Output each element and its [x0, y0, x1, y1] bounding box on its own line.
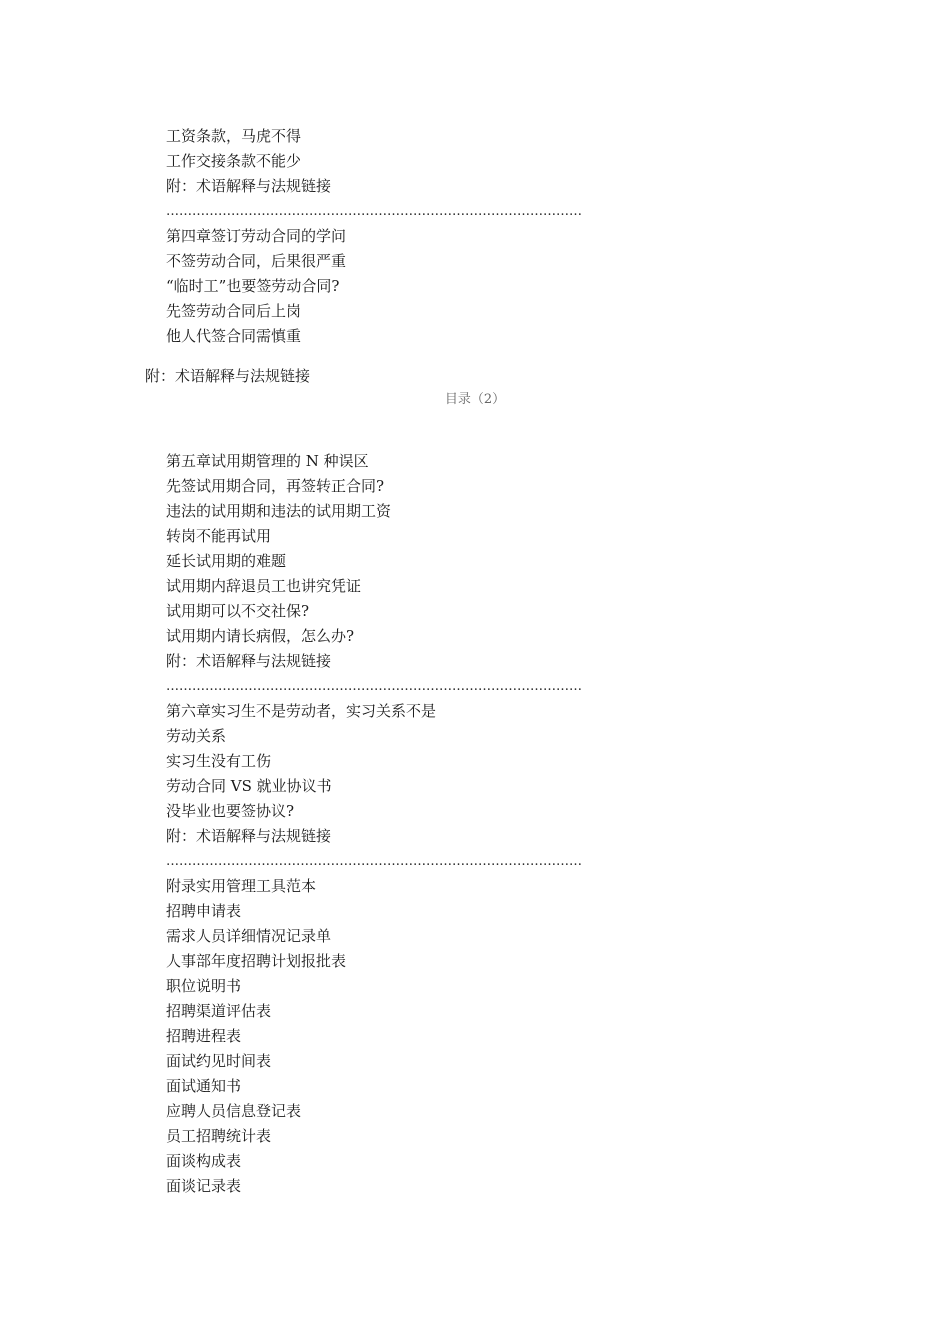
toc-line: 应聘人员信息登记表	[166, 1102, 302, 1120]
toc-line: 没毕业也要签协议?	[166, 802, 295, 820]
toc-line: 试用期内请长病假，怎么办?	[166, 627, 355, 645]
dotted-separator: ……………………………………………………………………………………	[166, 679, 582, 694]
toc-line: 员工招聘统计表	[166, 1127, 272, 1145]
toc-line: 实习生没有工伤	[166, 752, 272, 770]
toc-line: 工资条款，马虎不得	[166, 127, 302, 145]
toc-line: 不签劳动合同，后果很严重	[166, 252, 347, 270]
toc-line: 人事部年度招聘计划报批表	[166, 952, 347, 970]
toc-line: 试用期内辞退员工也讲究凭证	[166, 577, 362, 595]
toc-line: 招聘进程表	[166, 1027, 242, 1045]
toc-section-top	[166, 124, 626, 349]
toc-line: 面试通知书	[166, 1077, 242, 1095]
toc-line: 劳动合同 VS 就业协议书	[166, 777, 332, 795]
toc-line: 职位说明书	[166, 977, 242, 995]
toc-line: 转岗不能再试用	[166, 527, 272, 545]
dotted-separator: ……………………………………………………………………………………	[166, 204, 582, 219]
toc-line: 试用期可以不交社保?	[166, 602, 310, 620]
toc-line: 违法的试用期和违法的试用期工资	[166, 502, 392, 520]
toc-line: 延长试用期的难题	[166, 552, 287, 570]
chapter-heading: 第五章试用期管理的 N 种误区	[166, 452, 369, 470]
toc-caption: 目录（2）	[444, 392, 506, 407]
chapter-heading: 第六章实习生不是劳动者，实习关系不是	[166, 702, 437, 720]
toc-line: 招聘申请表	[166, 902, 242, 920]
toc-line: “临时工”也要签劳动合同?	[166, 277, 340, 295]
toc-line: 招聘渠道评估表	[166, 1002, 272, 1020]
toc-line: 需求人员详细情况记录单	[166, 927, 332, 945]
appendix-note: 附：术语解释与法规链接	[145, 367, 311, 385]
toc-line: 先签试用期合同，再签转正合同?	[166, 477, 385, 495]
chapter-heading: 附录实用管理工具范本	[166, 877, 317, 895]
toc-line: 面谈记录表	[166, 1177, 242, 1195]
toc-line: 附：术语解释与法规链接	[166, 177, 332, 195]
toc-line: 他人代签合同需慎重	[166, 327, 302, 345]
toc-line: 附：术语解释与法规链接	[166, 827, 332, 845]
toc-section-bottom	[166, 449, 626, 1199]
toc-line: 面试约见时间表	[166, 1052, 272, 1070]
toc-line: 劳动关系	[166, 727, 227, 745]
dotted-separator: ……………………………………………………………………………………	[166, 854, 582, 869]
chapter-heading: 第四章签订劳动合同的学问	[166, 227, 347, 245]
toc-line: 先签劳动合同后上岗	[166, 302, 302, 320]
toc-line: 工作交接条款不能少	[166, 152, 302, 170]
toc-line: 附：术语解释与法规链接	[166, 652, 332, 670]
toc-line: 面谈构成表	[166, 1152, 242, 1170]
